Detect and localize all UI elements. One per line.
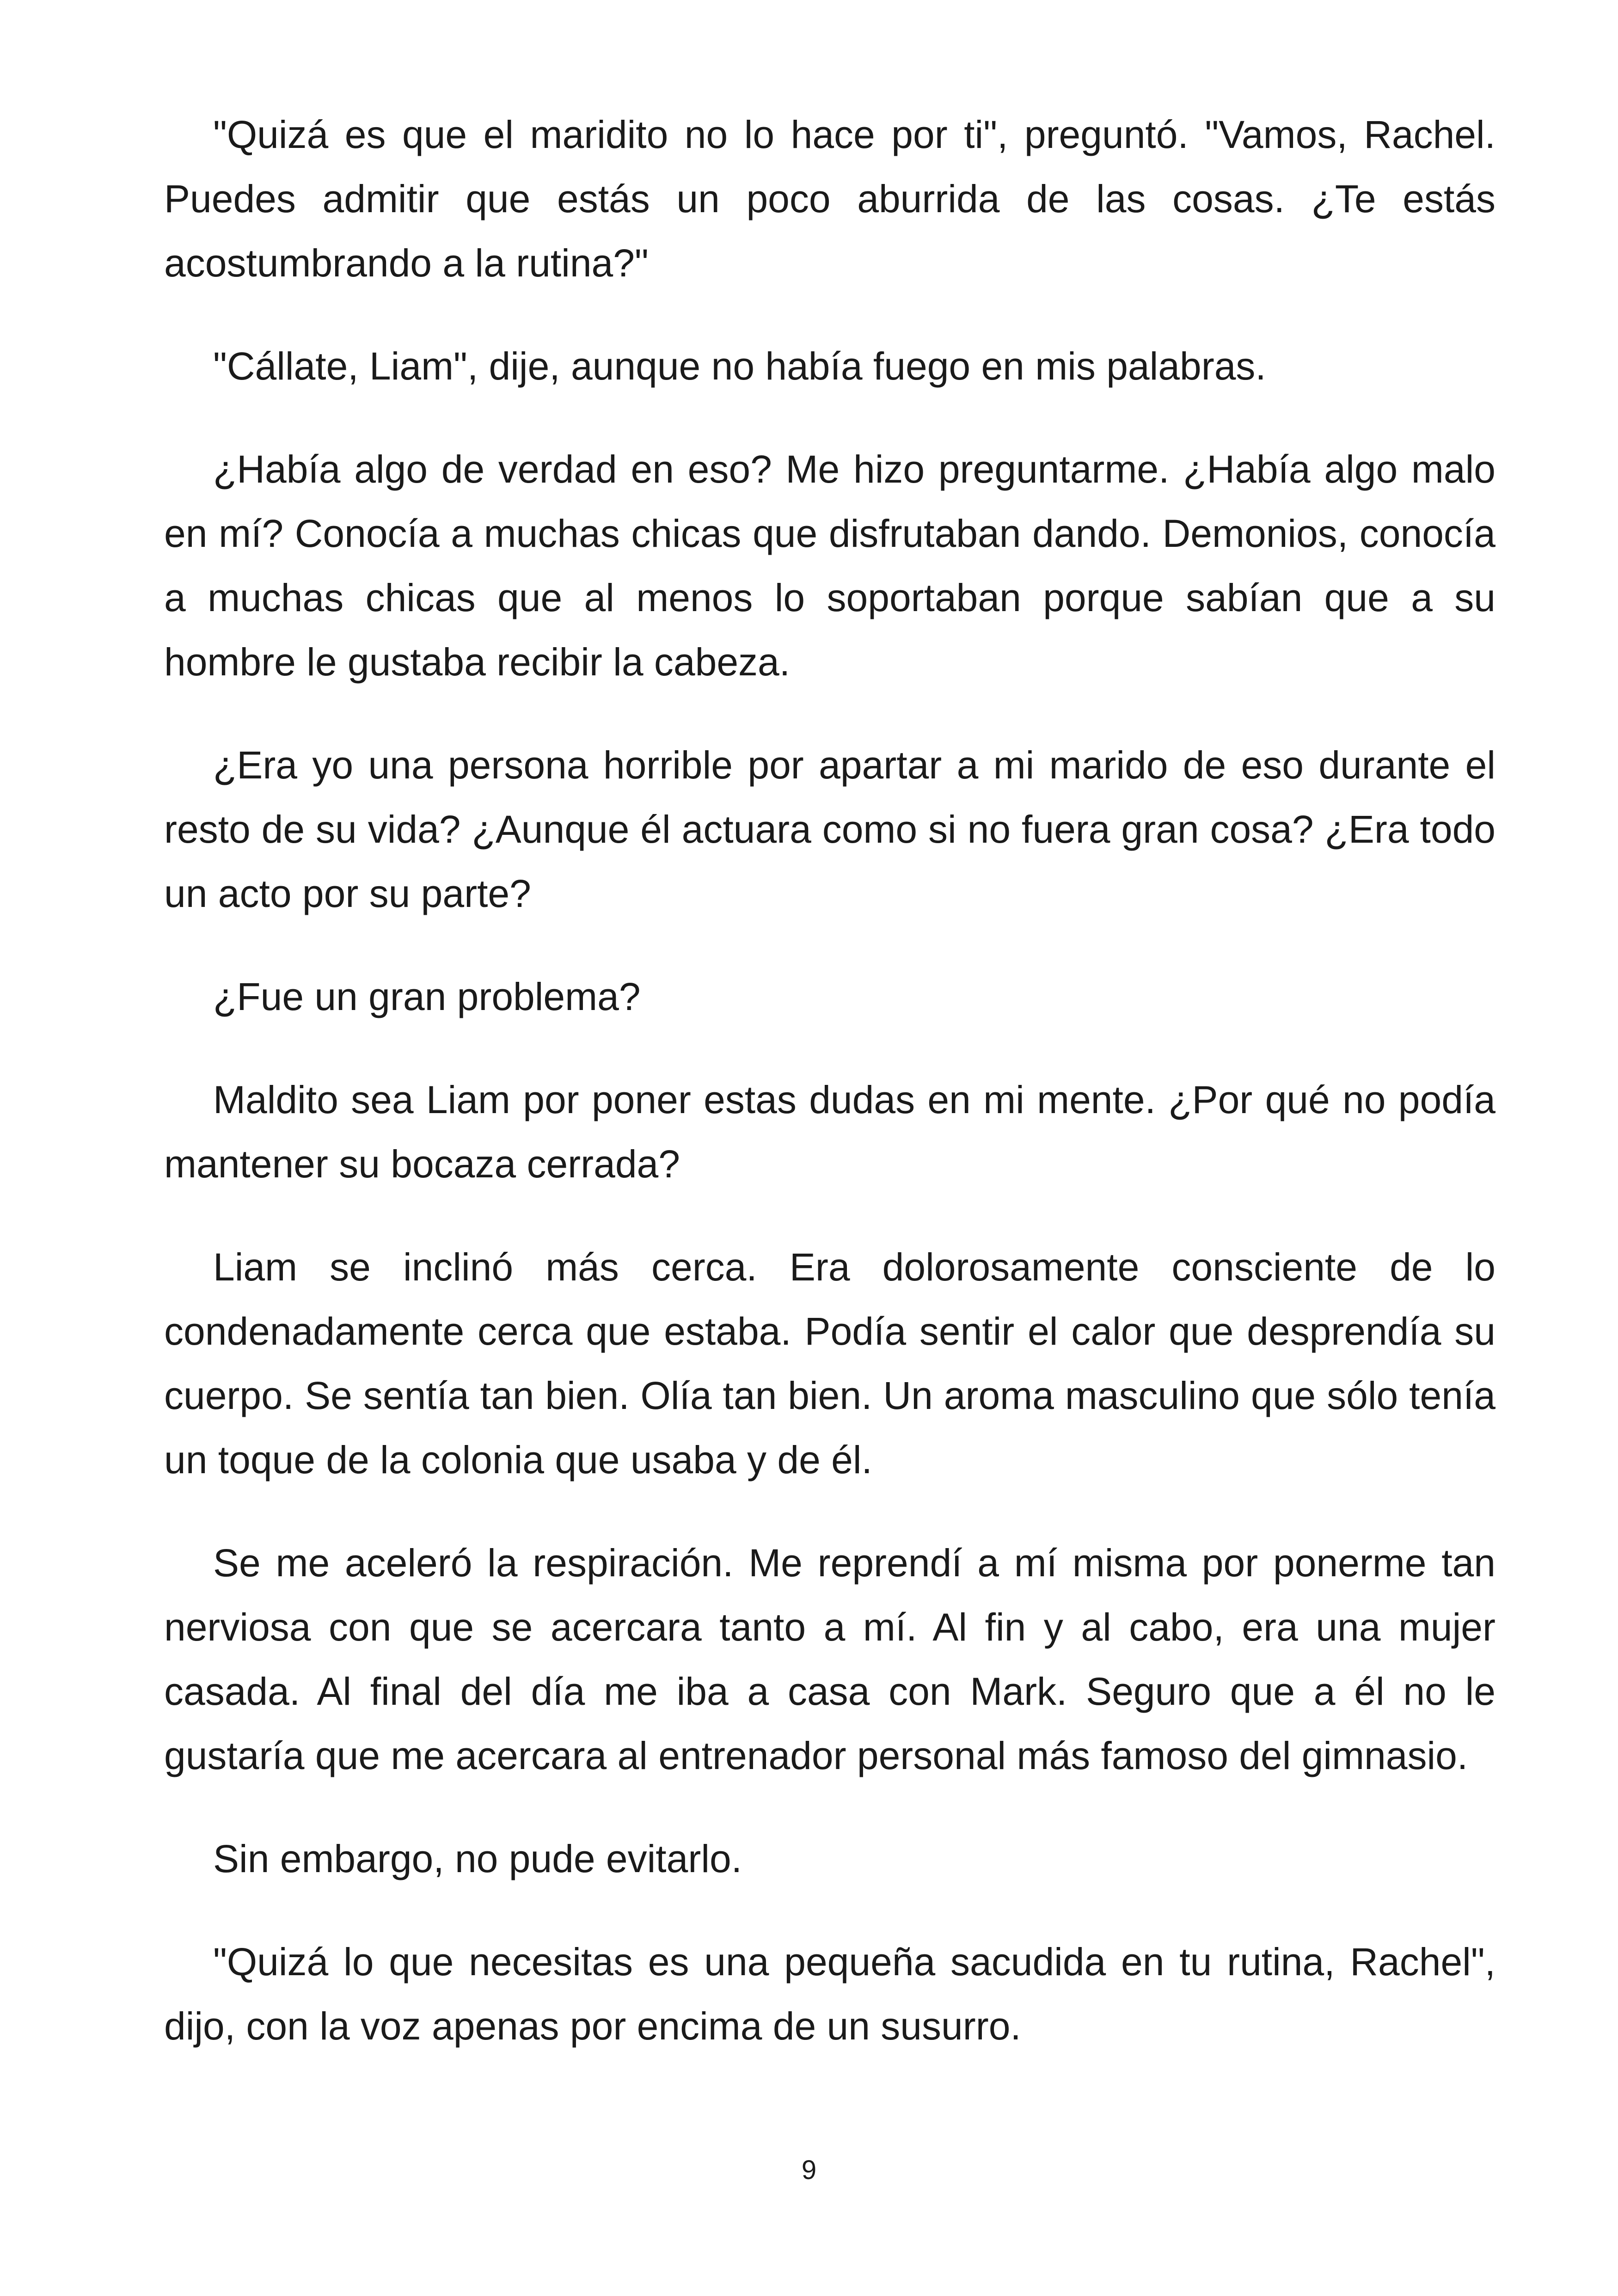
paragraph: Maldito sea Liam por poner estas dudas en mi mente. ¿Por qué no podía mantener su bocaza cerrada? <box>164 1078 1495 1186</box>
paragraph: Sin embargo, no pude evitarlo. <box>213 1837 742 1880</box>
paragraph: Se me aceleró la respiración. Me reprendí a mí misma por ponerme tan nerviosa con que se acercara tanto a mí. Al fin y al cabo, era una mujer casada. Al final del día me iba a casa con Mark. Seguro que a él no le gustaría que me acercara al entrenador personal más famoso del gimnasio. <box>164 1541 1495 1777</box>
paragraph: "Quizá lo que necesitas es una pequeña sacudida en tu rutina, Rachel", dijo, con la voz apenas por encima de un susurro. <box>164 1940 1495 2048</box>
paragraph: ¿Había algo de verdad en eso? Me hizo preguntarme. ¿Había algo malo en mí? Conocía a muchas chicas que disfrutaban dando. Demonios, conocía a muchas chicas que al menos lo soportaban porque sabían que a su hombre le gustaba recibir la cabeza. <box>164 447 1495 684</box>
paragraph: ¿Era yo una persona horrible por apartar a mi marido de eso durante el resto de su vida? ¿Aunque él actuara como si no fuera gran cosa? ¿Era todo un acto por su parte? <box>164 743 1495 915</box>
paragraph: "Cállate, Liam", dije, aunque no había fuego en mis palabras. <box>213 344 1266 388</box>
paragraph: "Quizá es que el maridito no lo hace por ti", preguntó. "Vamos, Rachel. Puedes admitir que estás un poco aburrida de las cosas. ¿Te estás acostumbrando a la rutina?" <box>164 113 1495 285</box>
body-text <box>164 103 1495 2097</box>
paragraph: ¿Fue un gran problema? <box>213 975 641 1018</box>
paragraph: Liam se inclinó más cerca. Era dolorosamente consciente de lo condenadamente cerca que estaba. Podía sentir el calor que desprendía su cuerpo. Se sentía tan bien. Olía tan bien. Un aroma masculino que sólo tenía un toque de la colonia que usaba y de él. <box>164 1245 1495 1482</box>
page-number: 9 <box>801 2155 817 2185</box>
